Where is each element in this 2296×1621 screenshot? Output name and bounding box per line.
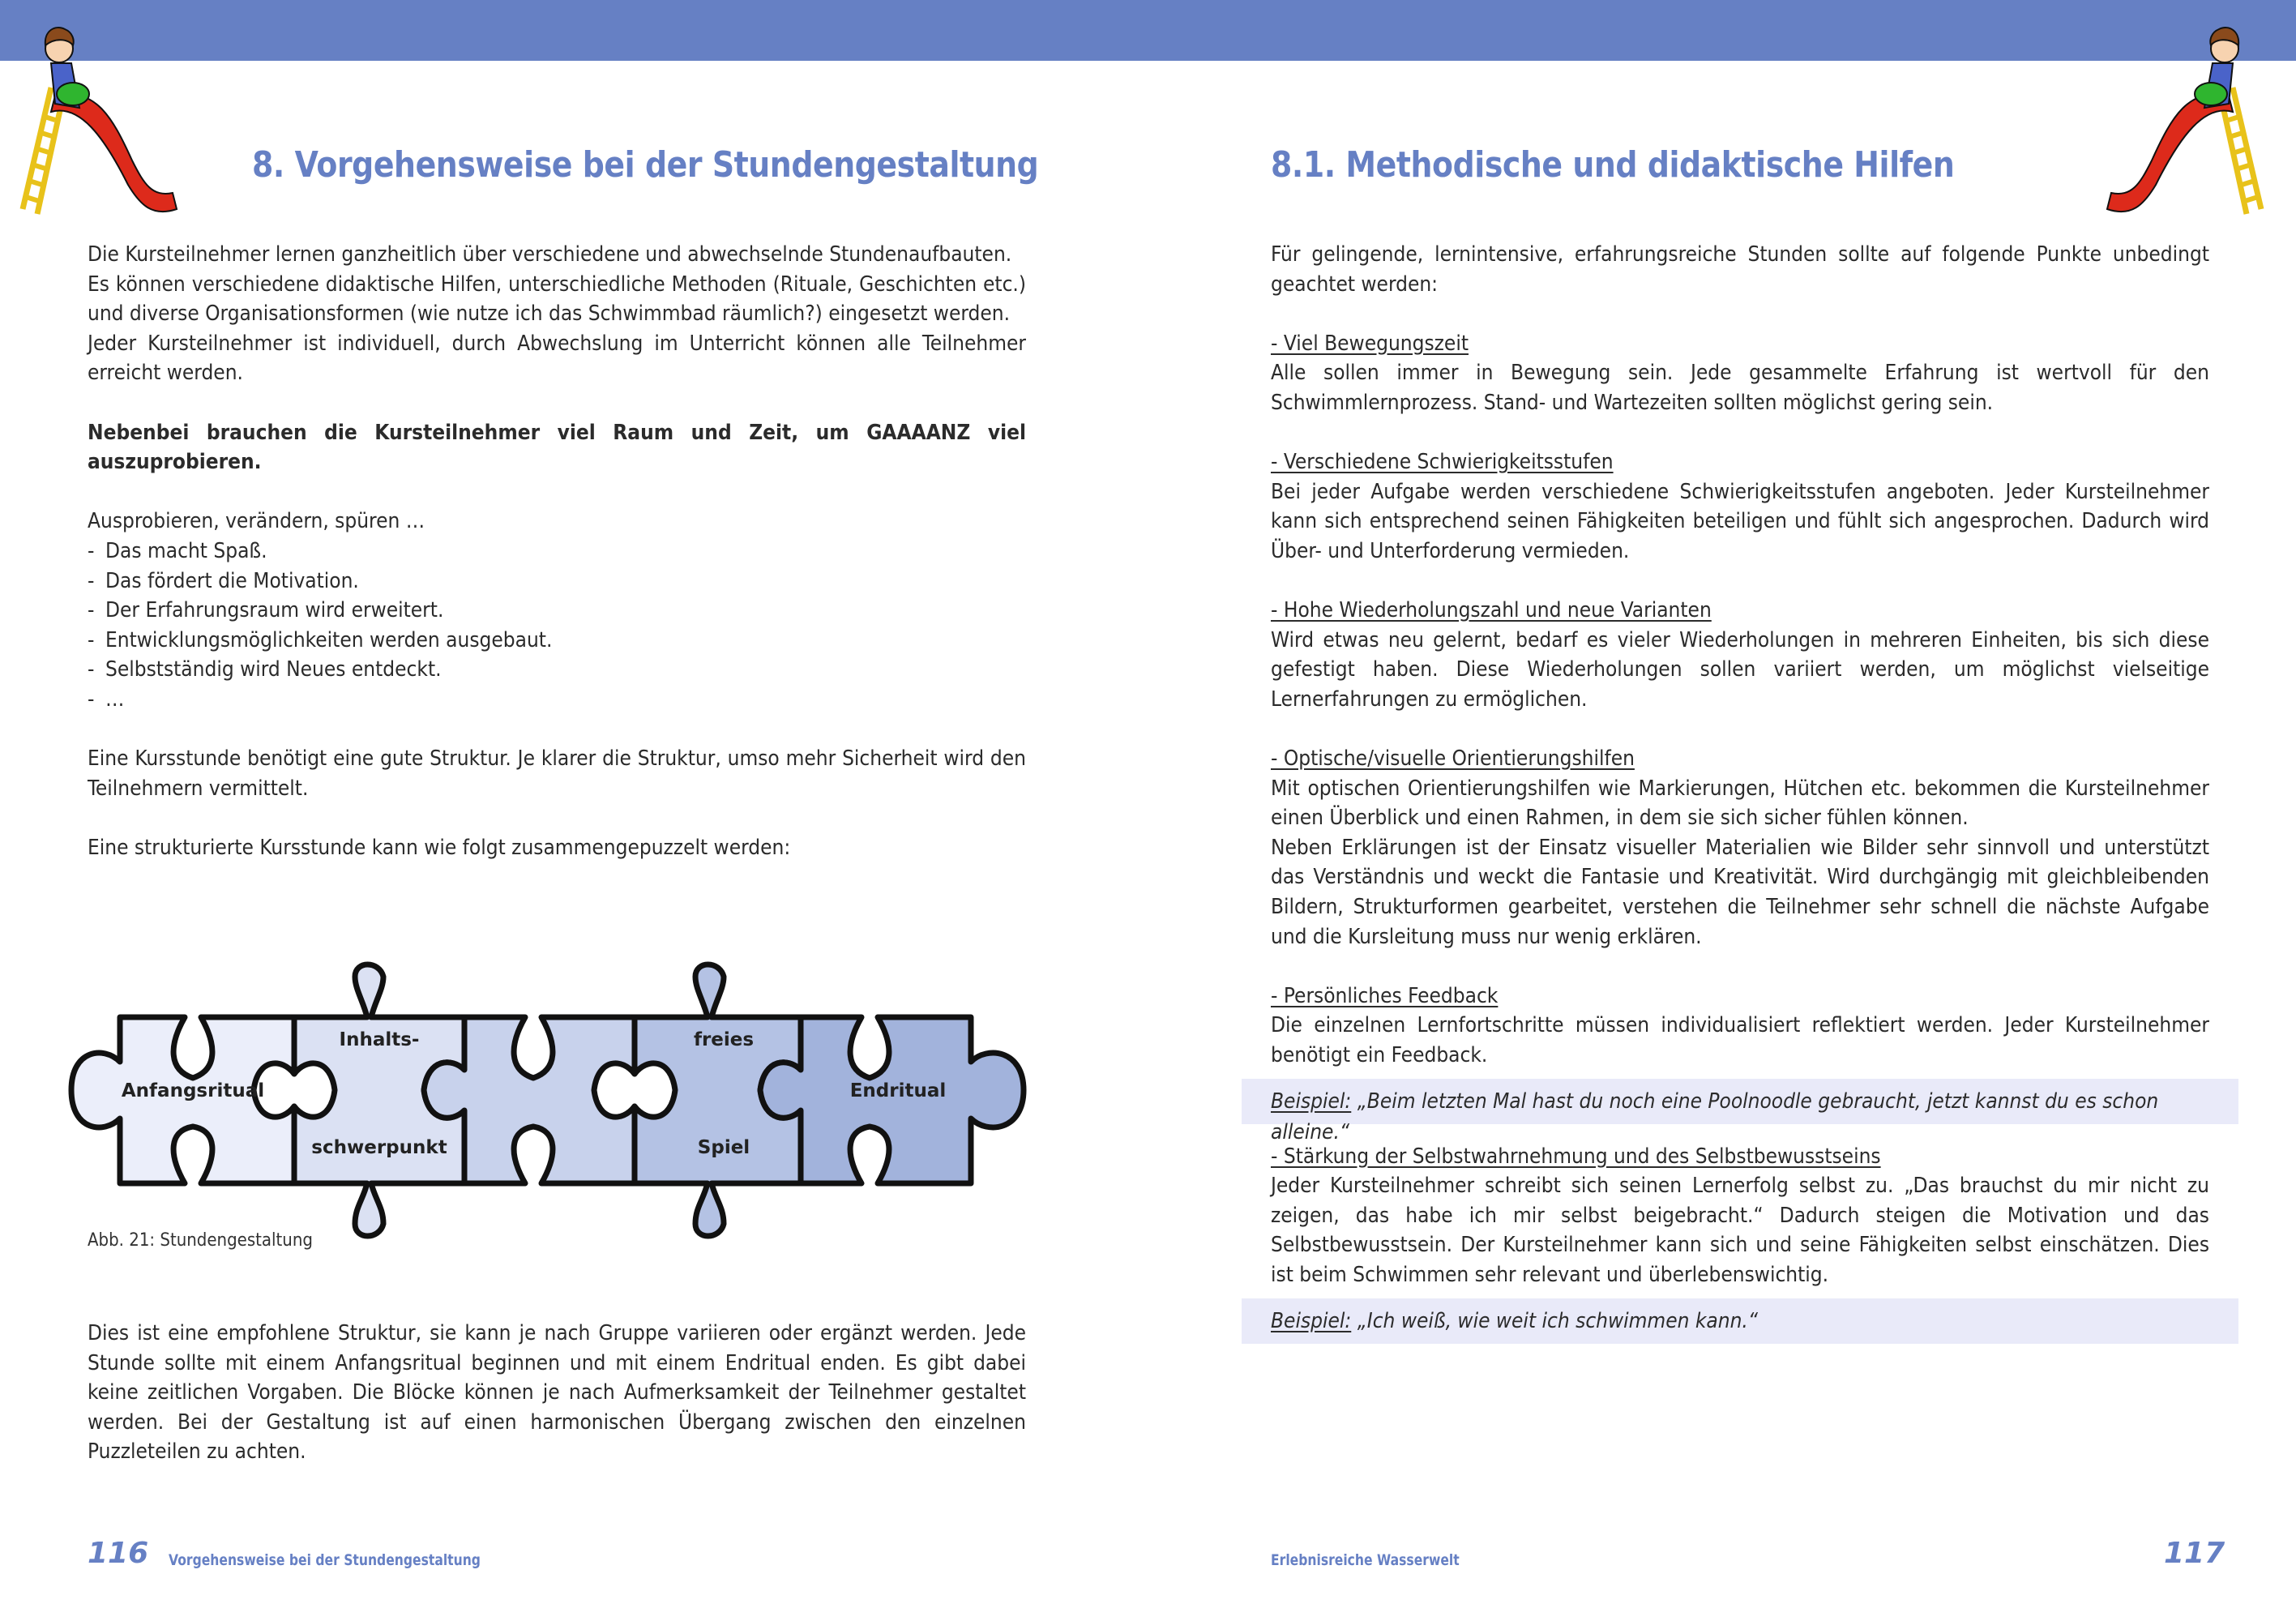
section-heading: - Hohe Wiederholungszahl und neue Varianten [1271, 598, 1712, 623]
puzzle-intro: Eine strukturierte Kursstunde kann wie folgt zusammengepuzzelt werden: [88, 835, 791, 860]
section-bewegungszeit [1271, 329, 2209, 418]
section-body: Bei jeder Aufgabe werden verschiedene Schwierigkeitsstufen angeboten. Jeder Kursteilnehmer kann sich entsprechend seinen Fähigkeiten beteiligen und fühlt sich angesprochen. Dadurch wird Über- und Unterforderung vermieden. [1271, 479, 2209, 563]
section-feedback [1271, 982, 2209, 1144]
puzzle-label-spiel: Spiel [697, 1137, 750, 1158]
running-title-left: Vorgehensweise bei der Stundengestaltung [169, 1551, 481, 1569]
page-number-right: 117 [2164, 1537, 2225, 1570]
boy-on-slide-icon [15, 23, 201, 217]
right-intro: Für gelingende, lernintensive, erfahrungsreiche Stunden sollte auf folgende Punkte unbedingt geachtet werden: [1271, 242, 2209, 297]
section-body: Alle sollen immer in Bewegung sein. Jede gesammelte Erfahrung ist wertvoll für den Schwimmlernprozess. Stand- und Wartezeiten sollten möglichst gering sein. [1271, 361, 2209, 415]
puzzle-label-endritual: Endritual [849, 1080, 947, 1101]
closing-paragraph: Dies ist eine empfohlene Struktur, sie kann je nach Gruppe variieren oder ergänzt werden. Jede Stunde sollte mit einem Anfangsritual beginnen und mit einem Endritual enden. Es gibt dabei keine zeitlichen Vorgaben. Die Blöcke können je nach Aufmerksamkeit der Teilnehmer gestaltet werden. Bei der Gestaltung ist auf einen harmonischen Übergang zwischen den einzelnen Puzzleteilen zu achten. [88, 1321, 1026, 1465]
left-page-body [88, 240, 1026, 862]
section-heading: - Persönliches Feedback [1271, 983, 1499, 1008]
right-page-title: 8.1. Methodische und didaktische Hilfen [1271, 144, 1955, 186]
puzzle-label-anfangsritual: Anfangsritual [121, 1080, 265, 1101]
section-body: Jeder Kursteilnehmer schreibt sich seinen Lernerfolg selbst zu. „Das brauchst du mir nicht zu zeigen, das habe ich mir selbst beigebracht.“ Dadurch steigen die Motivation und das Selbstbewusstsein. Der Kursteilnehmer kann sich und seine Fähigkeiten selbst einschätzen. Dies ist beim Schwimmen sehr relevant und überlebenswichtig. [1271, 1174, 2209, 1287]
section-wiederholungen [1271, 596, 2209, 714]
section-body: Mit optischen Orientierungshilfen wie Markierungen, Hütchen etc. bekommen die Kursteilnehmer einen Überblick und einen Rahmen, in dem sie sich sicher fühlen können. [1271, 776, 2209, 831]
section-heading: - Verschiedene Schwierigkeitsstufen [1271, 450, 1614, 475]
example-text: „Ich weiß, wie weit ich schwimmen kann.“ [1351, 1308, 1758, 1333]
header-color-bar [0, 0, 2296, 61]
benefit-list [88, 537, 1026, 715]
puzzle-label-schwerpunkt: schwerpunkt [311, 1137, 447, 1158]
section-selbstwahrnehmung [1271, 1142, 2209, 1344]
page-number-left: 116 [88, 1537, 149, 1570]
boy-on-slide-icon [2083, 23, 2269, 217]
list-item: - Das fördert die Motivation. [88, 568, 359, 593]
figure-caption: Abb. 21: Stundengestaltung [88, 1230, 313, 1251]
puzzle-label-inhalts: Inhalts- [339, 1029, 420, 1050]
structure-paragraph: Eine Kursstunde benötigt eine gute Struktur. Je klarer die Struktur, umso mehr Sicherheit wird den Teilnehmern vermittelt. [88, 746, 1026, 801]
section-schwierigkeitsstufen [1271, 447, 2209, 566]
left-page-title: 8. Vorgehensweise bei der Stundengestaltung [252, 144, 1039, 186]
section-body: Wird etwas neu gelernt, bedarf es vieler Wiederholungen in mehreren Einheiten, bis sich diese gefestigt haben. Diese Wiederholungen sollen variiert werden, um möglichst vielseitige Lernerfahrungen zu ermöglichen. [1271, 627, 2209, 712]
list-item: - Entwicklungsmöglichkeiten werden ausgebaut. [88, 627, 553, 652]
example-box [1242, 1298, 2238, 1344]
bold-statement: Nebenbei brauchen die Kursteilnehmer viel Raum und Zeit, um GAAAANZ viel auszuprobieren. [88, 420, 1026, 475]
intro-paragraph: Jeder Kursteilnehmer ist individuell, durch Abwechslung im Unterricht können alle Teilnehmer erreicht werden. [88, 331, 1026, 386]
list-item: - … [88, 686, 125, 712]
example-box [1242, 1079, 2238, 1144]
closing-block [88, 1319, 1026, 1467]
intro-paragraph: Es können verschiedene didaktische Hilfen, unterschiedliche Methoden (Rituale, Geschichten etc.) und diverse Organisationsformen (wie nutze ich das Schwimmbad räumlich?) eingesetzt werden. [88, 272, 1026, 327]
list-intro: Ausprobieren, verändern, spüren … [88, 509, 425, 534]
section-body: Neben Erklärungen ist der Einsatz visueller Materialien wie Bilder sehr sinnvoll und unterstützt das Verständnis und weckt die Fantasie und Kreativität. Wird durchgängig mit gleichbleibenden Bildern, Strukturformen gearbeitet, verstehen die Teilnehmer sehr schnell die nächste Aufgabe und die Kursleitung muss nur wenig erklären. [1271, 835, 2209, 949]
section-heading: - Viel Bewegungszeit [1271, 331, 1469, 356]
section-heading: - Stärkung der Selbstwahrnehmung und des Selbstbewusstseins [1271, 1144, 1881, 1169]
section-heading: - Optische/visuelle Orientierungshilfen [1271, 746, 1635, 772]
puzzle-label-freies: freies [693, 1029, 755, 1050]
example-text: „Beim letzten Mal hast du noch eine Poolnoodle gebraucht, jetzt kannst du es schon alleine.“ [1271, 1089, 2159, 1144]
example-label: Beispiel: [1271, 1089, 1352, 1114]
example-label: Beispiel: [1271, 1308, 1352, 1333]
section-body: Die einzelnen Lernfortschritte müssen individualisiert reflektiert werden. Jeder Kursteilnehmer benötigt ein Feedback. [1271, 1013, 2209, 1068]
section-orientierungshilfen [1271, 744, 2209, 952]
intro-paragraph: Die Kursteilnehmer lernen ganzheitlich über verschiedene und abwechselnde Stundenaufbauten. [88, 242, 1012, 267]
puzzle-diagram [63, 956, 1044, 1248]
list-item: - Das macht Spaß. [88, 538, 267, 563]
running-title-right: Erlebnisreiche Wasserwelt [1271, 1551, 1460, 1569]
list-item: - Selbstständig wird Neues entdeckt. [88, 657, 442, 682]
list-item: - Der Erfahrungsraum wird erweitert. [88, 598, 444, 623]
right-page-body [1271, 240, 2209, 1344]
